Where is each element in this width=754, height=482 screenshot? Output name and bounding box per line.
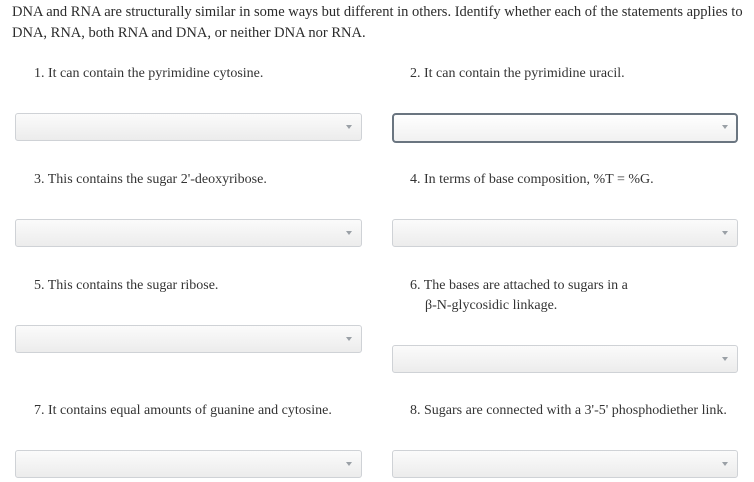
chevron-down-icon: [722, 462, 728, 466]
question-5-label: 5. This contains the sugar ribose.: [34, 278, 219, 293]
question-4-dropdown[interactable]: [392, 219, 738, 247]
question-6-label-line2: β-N-glycosidic linkage.: [425, 298, 558, 313]
chevron-down-icon: [346, 231, 352, 235]
chevron-down-icon: [346, 125, 352, 129]
question-4-label: 4. In terms of base composition, %T = %G.: [410, 172, 654, 187]
chevron-down-icon: [346, 462, 352, 466]
question-8-dropdown[interactable]: [392, 450, 738, 478]
question-2-label: 2. It can contain the pyrimidine uracil.: [410, 66, 625, 81]
question-6-label: [410, 276, 628, 316]
chevron-down-icon: [722, 231, 728, 235]
chevron-down-icon: [722, 125, 728, 129]
chevron-down-icon: [722, 357, 728, 361]
question-5-dropdown[interactable]: [15, 325, 362, 353]
question-3-dropdown[interactable]: [15, 219, 362, 247]
question-3-label: 3. This contains the sugar 2'-deoxyribose.: [34, 172, 267, 187]
question-7-label: 7. It contains equal amounts of guanine and cytosine.: [34, 403, 332, 418]
question-8-label: 8. Sugars are connected with a 3'-5' phosphodiether link.: [410, 403, 727, 418]
question-2-dropdown[interactable]: [392, 113, 738, 143]
question-7-dropdown[interactable]: [15, 450, 362, 478]
chevron-down-icon: [346, 337, 352, 341]
question-1-label: 1. It can contain the pyrimidine cytosine.: [34, 66, 264, 81]
instructions-text: DNA and RNA are structurally similar in some ways but different in others. Identify whether each of the statements applies to DNA, RNA, both RNA and DNA, or neither DNA nor RNA.: [12, 4, 743, 41]
question-6-dropdown[interactable]: [392, 345, 738, 373]
question-1-dropdown[interactable]: [15, 113, 362, 141]
question-6-label-line1: 6. The bases are attached to sugars in a: [410, 278, 628, 293]
